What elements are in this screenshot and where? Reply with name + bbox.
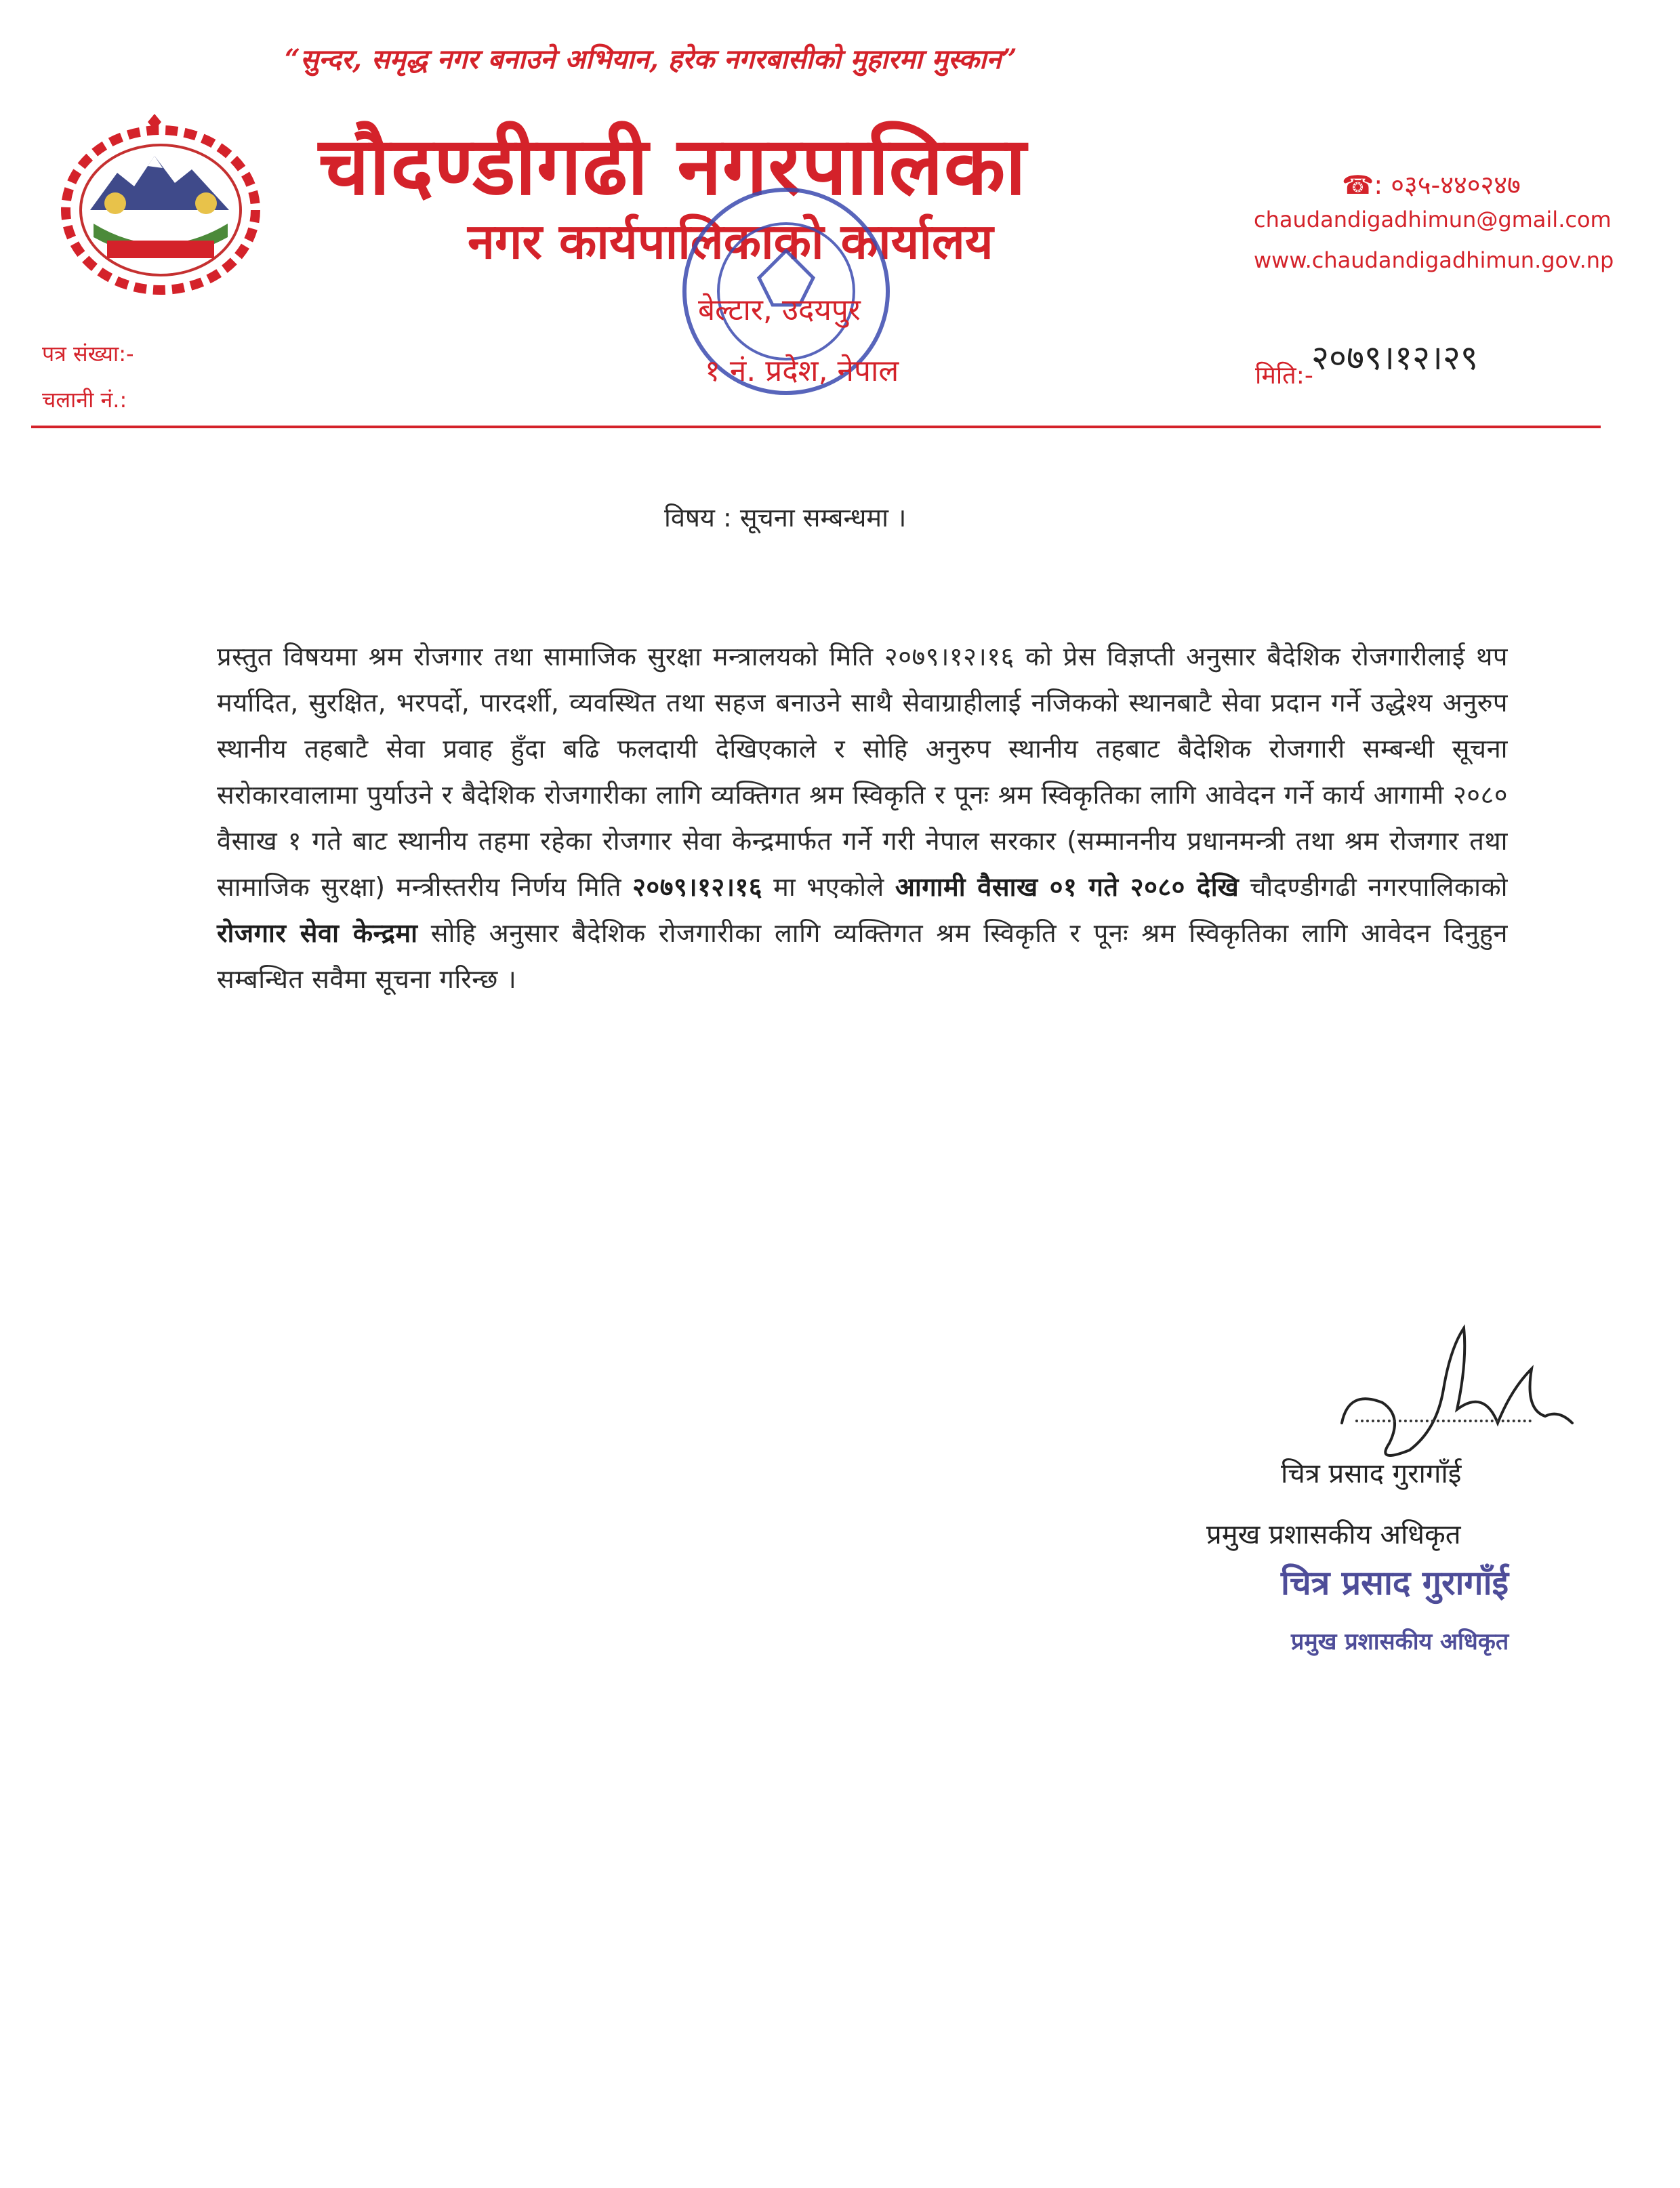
stamp-name: चित्र प्रसाद गुरागाँई [1281, 1563, 1509, 1603]
letter-body [217, 634, 1508, 1002]
body-text-3: चौदण्डीगढी नगरपालिकाको [1239, 872, 1508, 902]
letter-subject: विषय : सूचना सम्बन्धमा । [664, 503, 907, 533]
email-address: chaudandigadhimun@gmail.com [1254, 207, 1612, 232]
office-subtitle: नगर कार्यपालिकाको कार्यालय [468, 213, 993, 270]
dispatch-number-label: चलानी नं.: [42, 387, 127, 413]
reference-number-label: पत्र संख्या:- [42, 341, 134, 367]
signature-line [1355, 1420, 1532, 1422]
date-label: मिति:- [1255, 362, 1313, 390]
stamp-title: प्रमुख प्रशासकीय अधिकृत [1291, 1628, 1509, 1655]
signatory-name: चित्र प्रसाद गुरागाँई [1281, 1458, 1462, 1489]
body-text-2: मा भएकोले [762, 872, 895, 902]
body-bold-start-date: आगामी वैसाख ०१ गते २०८० देखि [895, 872, 1239, 902]
address-line-2: १ नं. प्रदेश, नेपाल [705, 354, 899, 388]
signatory-title: प्रमुख प्रशासकीय अधिकृत [1206, 1519, 1461, 1550]
slogan: “सुन्दर, समृद्ध नगर बनाउने अभियान, हरेक नगरबासीको मुहारमा मुस्कान” [285, 43, 1017, 75]
body-text-1: प्रस्तुत विषयमा श्रम रोजगार तथा सामाजिक सुरक्षा मन्त्रालयको मिति २०७९।१२।१६ को प्रेस विज्ञप्ती अनुसार बैदेशिक रोजगारीलाई थप मर्यादित, सुरक्षित, भरपर्दो, पारदर्शी, व्यवस्थित तथा सहज बनाउने साथै सेवाग्राहीलाई नजिकको स्थानबाटै सेवा प्रदान गर्ने उद्धेश्य अनुरुप स्थानीय तहबाटै सेवा प्रवाह हुँदा बढि फलदायी देखिएकाले र सोहि अनुरुप स्थानीय तहबाट बैदेशिक रोजगारी सम्बन्धी सूचना सरोकारवालामा पुर्याउने र बैदेशिक रोजगारीका लागि व्यक्तिगत श्रम स्विकृति र पूनः श्रम स्विकृतिका लागि आवेदन गर्ने कार्य आगामी २०८० वैसाख १ गते बाट स्थानीय तहमा रहेका रोजगार सेवा केन्द्रमार्फत गर्ने गरी नेपाल सरकार (सम्माननीय प्रधानमन्त्री तथा श्रम रोजगार तथा सामाजिक सुरक्षा) मन्त्रीस्तरीय निर्णय मिति [217, 642, 1508, 902]
body-text-4: सोहि अनुसार बैदेशिक रोजगारीका लागि व्यक्तिगत श्रम स्विकृति र पूनः श्रम स्विकृतिका लागि आवेदन दिनुहुन सम्बन्धित सवैमा सूचना गरिन्छ । [217, 918, 1508, 994]
body-bold-decision-date: २०७९।१२।१६ [632, 872, 763, 902]
municipality-title: चौदण्डीगढी नगरपालिका [319, 119, 1027, 213]
body-bold-service-center: रोजगार सेवा केन्द्रमा [217, 918, 418, 948]
phone-number: ☎: ०३५-४४०२४७ [1342, 170, 1521, 200]
header-divider [31, 426, 1601, 428]
letter-date: २०७९।१२।२९ [1311, 338, 1478, 377]
website-address: www.chaudandigadhimun.gov.np [1254, 247, 1614, 273]
address-line-1: बेल्टार, उदयपुर [698, 293, 861, 327]
nepal-emblem-logo [53, 108, 268, 298]
